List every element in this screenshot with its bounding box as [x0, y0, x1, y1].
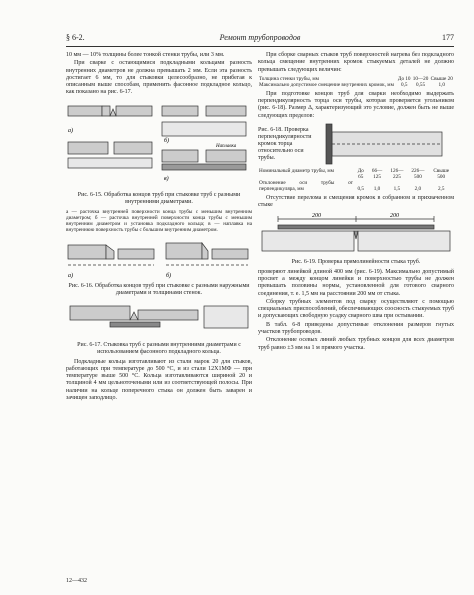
figure-6-17 [66, 300, 252, 340]
figure-legend: а — расточка внутренней поверхности конца трубы с меньшим внутренним диаметром; б — расточка внутренней поверхности конца трубы с меньшим внутренним диаметром и установка подкладного кольца; в — наплавка на внутреннюю поверхность трубы с большим внутренним диаметром. [66, 208, 252, 234]
figure-label: Наплавка [216, 143, 237, 149]
table-row [258, 82, 454, 88]
subfigure-label: в) [164, 175, 169, 182]
subfigure-label: б) [166, 272, 172, 279]
table-cell: 66—125 [371, 168, 383, 181]
paragraph: При сварке с остающимися подкладными кольцами разность внутренних диаметров не должна превышать 2 мм. Если эта разность достигает 6 мм, то для стыковки целесообразно, не прибегая к описанным выше способам, применить фасонное подкладное кольцо, как показано на рис. 6-17. [66, 60, 252, 96]
table-cell: 0,55 [416, 81, 426, 88]
dimension-label: 200 [390, 212, 399, 219]
dimension-label: 200 [312, 212, 321, 219]
section-number: § 6-2. [66, 33, 85, 42]
table-cell: 126—225 [390, 168, 404, 181]
running-title: Ремонт трубопроводов [219, 33, 301, 42]
wall-thickness-table [258, 76, 454, 88]
right-column [258, 52, 454, 353]
table-cell: 1,0 [373, 186, 381, 193]
figure-caption: Рис. 6-19. Проверка прямолинейности стыка труб. [291, 258, 421, 265]
left-column [66, 52, 252, 403]
paragraph: проверяют линейкой длиной 400 мм (рис. 6-19). Максимально допустимый просвет а между концом линейки и поверхностью трубы не должен превышать половины нормы, установленной для готового сварного соединения, т. е. 1,5 мм на расстоянии 200 мм от стыка. [258, 268, 454, 297]
paragraph: При сборке сварных стыков труб поверхностей нагрева без подкладного кольца смещение внутренних кромок стыкуемых деталей не должно превышать следующих величин: [258, 52, 454, 73]
page-number: 177 [442, 33, 454, 42]
figure-caption: Рис. 6-17. Стыковка труб с разными внутренними диаметрами с использованием фасонного подкладного кольца. [77, 341, 241, 355]
table-cell: Свыше 500 [433, 168, 450, 181]
subfigure-label: б) [164, 137, 170, 144]
paragraph: Отклонение осевых линий любых трубных концов для всех диаметров труб равно ±3 мм на 1 м прямого участка. [258, 337, 454, 351]
table-cell: До 65 [357, 168, 364, 181]
table-cell: Свыше 20 [430, 75, 453, 82]
running-header [66, 32, 454, 47]
table-cell: 2,0 [414, 186, 422, 193]
subfigure-label: а) [68, 272, 73, 279]
diameter-table [258, 168, 454, 192]
paragraph: В табл. 6-8 приведены допустимые отклонения размеров гнутых участков трубопроводов. [258, 321, 454, 336]
signature-mark: 12—432 [66, 578, 87, 584]
table-cell: 1,0 [438, 81, 445, 88]
figure-caption: Рис. 6-15. Обработка концов труб при стыковке труб с разными внутренними диаметрами. [77, 191, 241, 205]
table-cell: 0,5 [357, 186, 364, 193]
figure-6-18-block [258, 122, 454, 166]
paragraph: 10 мм — 10% толщины более тонкой стенки трубы, или 3 мм. [66, 52, 225, 58]
table-cell: 2,5 [437, 186, 445, 193]
table-cell: 226—500 [411, 168, 425, 181]
table-cell: Номинальный диаметр трубы, мм [259, 168, 334, 175]
figure-caption: Рис. 6-16. Обработка концов труб при стыковке с разными наружными диаметрами и толщинами стенок. [68, 282, 250, 296]
table-cell: 0,5 [400, 81, 408, 88]
figure-6-16 [66, 237, 252, 281]
table-cell: Максимально допустимое смещение внутренних кромок, мм [259, 81, 394, 88]
table-cell: Отклонение оси трубы от перпендикуляра, мм [259, 180, 353, 193]
table-row [258, 168, 454, 180]
table-cell: 10—20 [412, 75, 429, 82]
figure-6-18 [322, 122, 450, 166]
figure-6-19 [258, 211, 454, 257]
table-row [258, 180, 454, 192]
figure-6-15 [66, 98, 252, 190]
paragraph: При подготовке концов труб для сварки необходимо выдержать перпендикулярность торца оси трубы, которая проверяется угольником (рис. 6-18). Размер Δ, характеризующий это условие, должен быть не выше следующих пределов: [258, 90, 454, 119]
figure-caption: Рис. 6-18. Проверка перпендикулярности кромок торца относительно оси трубы. [258, 126, 312, 161]
subfigure-label: а) [68, 127, 73, 134]
paragraph: Подкладные кольца изготавливают из стали марок 20 для стыков, работающих при температуре до 500 °С, и из стали 12Х1МФ — при температуре выше 500 °С. Кольца изготавливаются шириной 20 и толщиной 4 мм цельноточеными или из соответствующей полосы. При наличии на кольце поперечного стыка он должен быть заварен и зачищен заподлицо. [66, 358, 252, 402]
paragraph: Отсутствие перелома и смещения кромок в собранном и прихваченном стыке [258, 195, 454, 209]
table-cell: 1,5 [393, 186, 401, 193]
paragraph: Сборку трубных элементов под сварку осуществляют с помощью специальных приспособлений, обеспечивающих соосность стыкуемых труб и допускающих свободную усадку сварного шва при остывании. [258, 298, 454, 320]
table-cell: До 10 [397, 75, 411, 82]
table-cell: Толщина стенки трубы, мм [259, 75, 319, 82]
